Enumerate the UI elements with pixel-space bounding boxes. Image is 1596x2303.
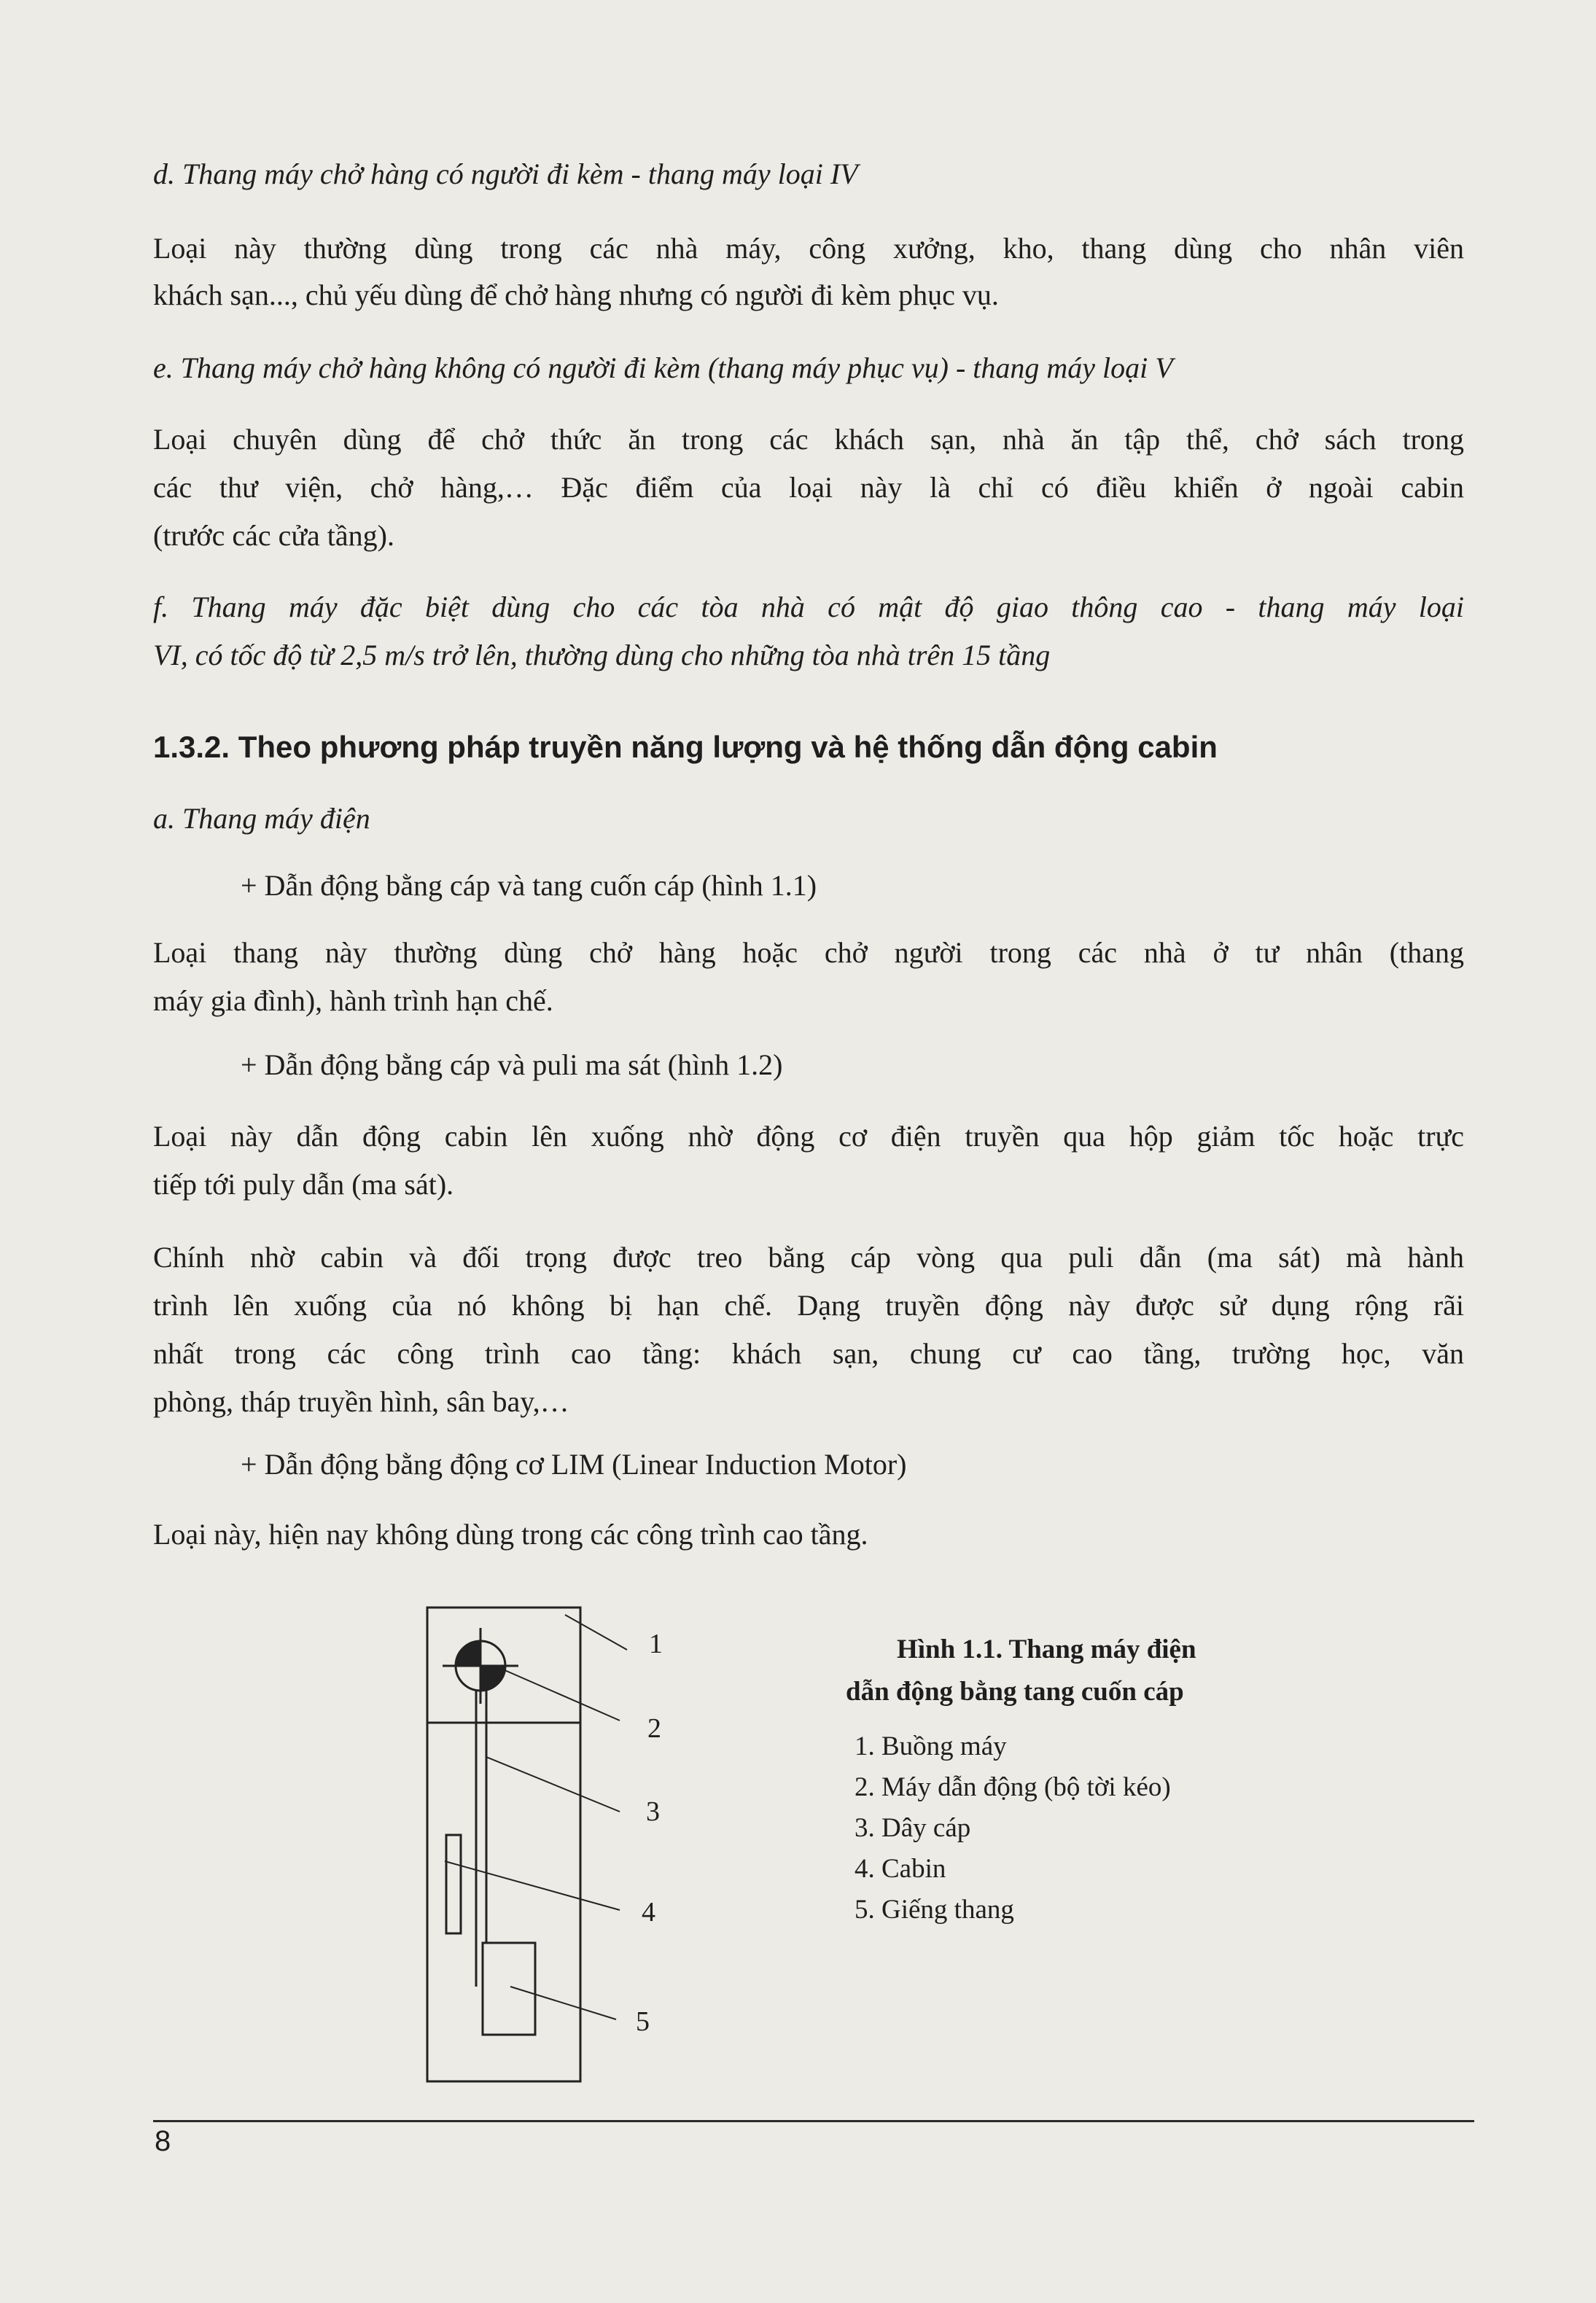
paragraph-3-line-4: phòng, tháp truyền hình, sân bay,… [153,1385,569,1418]
callout-leader-2 [503,1669,620,1721]
section-f-title-line-1: f. Thang máy đặc biệt dùng cho các tòa nhà có mật độ giao thông cao - thang máy loại [153,591,1464,623]
legend-item-4: 4. Cabin [855,1854,946,1884]
callout-4: 4 [642,1897,655,1928]
figure-caption-line-2: dẫn động bằng tang cuốn cáp [846,1677,1184,1707]
paragraph-3-line-2: trình lên xuống của nó không bị hạn chế. Dạng truyền động này được sử dụng rộng rãi [153,1289,1464,1322]
section-e-body-line-2: các thư viện, chở hàng,… Đặc điểm của loại này là chỉ có điều khiển ở ngoài cabin [153,471,1464,504]
callout-leader-4 [445,1861,620,1910]
paragraph-1-line-1: Loại thang này thường dùng chở hàng hoặc chở người trong các nhà ở tư nhân (thang [153,936,1464,969]
paragraph-4: Loại này, hiện nay không dùng trong các công trình cao tầng. [153,1518,868,1551]
legend-item-5: 5. Giếng thang [855,1895,1014,1925]
section-heading-1-3-2: 1.3.2. Theo phương pháp truyền năng lượng và hệ thống dẫn động cabin [153,730,1218,764]
counterweight [446,1835,461,1933]
callout-2: 2 [647,1713,661,1744]
figure-caption-line-1: Hình 1.1. Thang máy điện [897,1634,1196,1664]
section-d-body-line-2: khách sạn..., chủ yếu dùng để chở hàng nhưng có người đi kèm phục vụ. [153,278,999,311]
drive-type-item-3: + Dẫn động bằng động cơ LIM (Linear Induction Motor) [241,1448,907,1481]
section-d-body-line-1: Loại này thường dùng trong các nhà máy, công xưởng, kho, thang dùng cho nhân viên [153,232,1464,265]
section-d-title: d. Thang máy chở hàng có người đi kèm - thang máy loại IV [153,157,858,190]
section-e-title: e. Thang máy chở hàng không có người đi kèm (thang máy phục vụ) - thang máy loại V [153,351,1173,384]
callout-leader-1 [565,1615,627,1650]
drum-quadrant [480,1666,505,1691]
figure-1-1-diagram [401,1600,693,2111]
drive-type-item-2: + Dẫn động bằng cáp và puli ma sát (hình 1.2) [241,1048,783,1081]
paragraph-2-line-1: Loại này dẫn động cabin lên xuống nhờ động cơ điện truyền qua hộp giảm tốc hoặc trực [153,1120,1464,1153]
cabin [483,1943,535,2035]
paragraph-2-line-2: tiếp tới puly dẫn (ma sát). [153,1168,454,1201]
callout-1: 1 [649,1629,663,1659]
legend-item-3: 3. Dây cáp [855,1813,971,1843]
elevator-shaft [427,1608,580,2081]
footer-rule [153,2120,1474,2122]
section-e-body-line-3: (trước các cửa tầng). [153,519,394,552]
callout-leader-3 [486,1757,620,1812]
section-f-title-line-2: VI, có tốc độ từ 2,5 m/s trở lên, thường dùng cho những tòa nhà trên 15 tầng [153,639,1051,671]
paragraph-3-line-1: Chính nhờ cabin và đối trọng được treo bằng cáp vòng qua puli dẫn (ma sát) mà hành [153,1241,1464,1274]
drum-quadrant [456,1641,480,1666]
page-number: 8 [155,2125,171,2157]
legend-item-2: 2. Máy dẫn động (bộ tời kéo) [855,1772,1171,1802]
callout-3: 3 [646,1796,660,1827]
subsection-a-title: a. Thang máy điện [153,802,370,835]
section-e-body-line-1: Loại chuyên dùng để chở thức ăn trong các khách sạn, nhà ăn tập thể, chở sách trong [153,423,1464,456]
paragraph-1-line-2: máy gia đình), hành trình hạn chế. [153,984,553,1017]
legend-item-1: 1. Buồng máy [855,1731,1007,1761]
callout-5: 5 [636,2006,650,2037]
callout-leader-5 [510,1987,616,2019]
paragraph-3-line-3: nhất trong các công trình cao tầng: khách sạn, chung cư cao tầng, trường học, văn [153,1337,1464,1370]
drive-type-item-1: + Dẫn động bằng cáp và tang cuốn cáp (hình 1.1) [241,869,817,902]
